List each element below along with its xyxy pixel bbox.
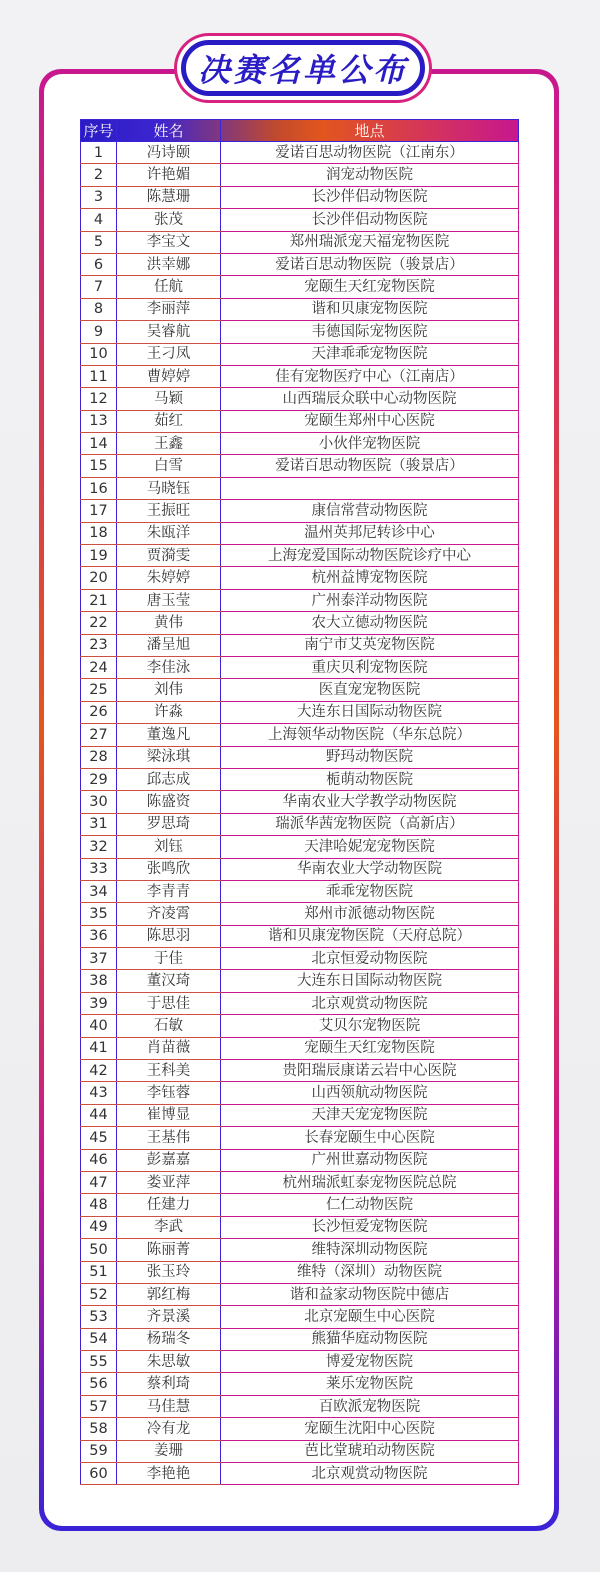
row-location: 长沙伴侣动物医院 xyxy=(221,209,519,231)
table-row xyxy=(81,679,519,701)
row-name: 彭嘉嘉 xyxy=(117,1149,221,1171)
row-location: 宠颐生郑州中心医院 xyxy=(221,410,519,432)
row-location: 北京恒爱动物医院 xyxy=(221,948,519,970)
table-row xyxy=(81,836,519,858)
row-location: 百欧派宠物医院 xyxy=(221,1395,519,1417)
row-index: 43 xyxy=(81,1082,117,1104)
row-name: 朱思敏 xyxy=(117,1351,221,1373)
header-index: 序号 xyxy=(81,120,117,142)
row-name: 茹红 xyxy=(117,410,221,432)
table-row xyxy=(81,925,519,947)
row-index: 1 xyxy=(81,142,117,164)
table-row xyxy=(81,567,519,589)
row-index: 21 xyxy=(81,589,117,611)
row-name: 李丽萍 xyxy=(117,298,221,320)
table-row xyxy=(81,970,519,992)
row-index: 32 xyxy=(81,836,117,858)
row-location: 仁仁动物医院 xyxy=(221,1194,519,1216)
row-name: 梁泳琪 xyxy=(117,746,221,768)
row-location: 谐和贝康宠物医院（天府总院） xyxy=(221,925,519,947)
row-location: 长沙伴侣动物医院 xyxy=(221,186,519,208)
row-index: 22 xyxy=(81,612,117,634)
row-name: 马颖 xyxy=(117,388,221,410)
table-row xyxy=(81,410,519,432)
row-location: 郑州瑞派宠天福宠物医院 xyxy=(221,231,519,253)
row-index: 44 xyxy=(81,1104,117,1126)
table-row xyxy=(81,500,519,522)
row-location: 天津天宠宠物医院 xyxy=(221,1104,519,1126)
row-name: 陈丽菁 xyxy=(117,1239,221,1261)
row-index: 50 xyxy=(81,1239,117,1261)
row-index: 58 xyxy=(81,1418,117,1440)
row-name: 邱志成 xyxy=(117,768,221,790)
row-index: 10 xyxy=(81,343,117,365)
row-index: 12 xyxy=(81,388,117,410)
row-name: 杨瑞冬 xyxy=(117,1328,221,1350)
row-location: 上海宠爱国际动物医院诊疗中心 xyxy=(221,545,519,567)
table-row xyxy=(81,992,519,1014)
table-row xyxy=(81,1037,519,1059)
table-row xyxy=(81,858,519,880)
table-row xyxy=(81,1395,519,1417)
table-row xyxy=(81,1104,519,1126)
page-title: 决赛名单公布 xyxy=(197,51,408,89)
row-name: 许艳媚 xyxy=(117,164,221,186)
table-row xyxy=(81,1127,519,1149)
row-index: 25 xyxy=(81,679,117,701)
table-row xyxy=(81,522,519,544)
row-location: 北京宠颐生中心医院 xyxy=(221,1306,519,1328)
row-location: 山西瑞辰众联中心动物医院 xyxy=(221,388,519,410)
row-index: 30 xyxy=(81,791,117,813)
row-index: 15 xyxy=(81,455,117,477)
table-row xyxy=(81,768,519,790)
row-index: 6 xyxy=(81,253,117,275)
table-row xyxy=(81,701,519,723)
row-location: 艾贝尔宠物医院 xyxy=(221,1015,519,1037)
row-index: 34 xyxy=(81,880,117,902)
row-index: 17 xyxy=(81,500,117,522)
row-location: 北京观赏动物医院 xyxy=(221,992,519,1014)
row-name: 于佳 xyxy=(117,948,221,970)
table-row xyxy=(81,253,519,275)
row-location: 野玛动物医院 xyxy=(221,746,519,768)
row-index: 31 xyxy=(81,813,117,835)
table-row xyxy=(81,724,519,746)
row-name: 陈盛资 xyxy=(117,791,221,813)
row-location: 爱诺百思动物医院（江南东） xyxy=(221,142,519,164)
table-row xyxy=(81,656,519,678)
row-index: 13 xyxy=(81,410,117,432)
row-index: 3 xyxy=(81,186,117,208)
row-location: 栀萌动物医院 xyxy=(221,768,519,790)
table-row xyxy=(81,612,519,634)
row-location: 宠颐生沈阳中心医院 xyxy=(221,1418,519,1440)
table-row xyxy=(81,948,519,970)
row-index: 51 xyxy=(81,1261,117,1283)
row-location: 郑州市派德动物医院 xyxy=(221,903,519,925)
row-location: 熊猫华庭动物医院 xyxy=(221,1328,519,1350)
row-index: 41 xyxy=(81,1037,117,1059)
row-index: 46 xyxy=(81,1149,117,1171)
row-location: 瑞派华茜宠物医院（高新店） xyxy=(221,813,519,835)
table-row xyxy=(81,1418,519,1440)
row-index: 49 xyxy=(81,1216,117,1238)
row-name: 崔博显 xyxy=(117,1104,221,1126)
row-location: 谐和贝康宠物医院 xyxy=(221,298,519,320)
row-name: 齐凌霄 xyxy=(117,903,221,925)
row-location: 贵阳瑞辰康诺云岩中心医院 xyxy=(221,1060,519,1082)
table-row xyxy=(81,433,519,455)
row-location: 杭州瑞派虹泰宠物医院总院 xyxy=(221,1171,519,1193)
table-row xyxy=(81,209,519,231)
row-index: 45 xyxy=(81,1127,117,1149)
header-name: 姓名 xyxy=(117,120,221,142)
table-row xyxy=(81,545,519,567)
row-location: 谐和益家动物医院中德店 xyxy=(221,1283,519,1305)
row-location: 芭比堂琥珀动物医院 xyxy=(221,1440,519,1462)
row-location: 大连东日国际动物医院 xyxy=(221,970,519,992)
table-row xyxy=(81,746,519,768)
row-index: 56 xyxy=(81,1373,117,1395)
row-index: 20 xyxy=(81,567,117,589)
row-name: 陈思羽 xyxy=(117,925,221,947)
table-row xyxy=(81,186,519,208)
row-location: 南宁市艾英宠物医院 xyxy=(221,634,519,656)
table-row xyxy=(81,1373,519,1395)
row-name: 董汉琦 xyxy=(117,970,221,992)
table-row xyxy=(81,231,519,253)
row-name: 李艳艳 xyxy=(117,1463,221,1485)
row-location xyxy=(221,477,519,499)
row-location: 莱乐宠物医院 xyxy=(221,1373,519,1395)
row-name: 冯诗颐 xyxy=(117,142,221,164)
row-name: 张茂 xyxy=(117,209,221,231)
row-name: 潘呈旭 xyxy=(117,634,221,656)
table-row xyxy=(81,903,519,925)
row-index: 27 xyxy=(81,724,117,746)
row-location: 宠颐生天红宠物医院 xyxy=(221,276,519,298)
row-location: 康信常营动物医院 xyxy=(221,500,519,522)
row-location: 维特（深圳）动物医院 xyxy=(221,1261,519,1283)
table-row xyxy=(81,276,519,298)
row-name: 王基伟 xyxy=(117,1127,221,1149)
table-row xyxy=(81,1351,519,1373)
row-index: 2 xyxy=(81,164,117,186)
row-name: 吴睿航 xyxy=(117,321,221,343)
row-location: 爱诺百思动物医院（骏景店） xyxy=(221,253,519,275)
table-row xyxy=(81,1283,519,1305)
row-index: 57 xyxy=(81,1395,117,1417)
row-name: 罗思琦 xyxy=(117,813,221,835)
row-index: 42 xyxy=(81,1060,117,1082)
table-row xyxy=(81,1060,519,1082)
row-name: 李宝文 xyxy=(117,231,221,253)
table-row xyxy=(81,1239,519,1261)
row-index: 52 xyxy=(81,1283,117,1305)
row-name: 娄亚萍 xyxy=(117,1171,221,1193)
table-row xyxy=(81,388,519,410)
row-index: 28 xyxy=(81,746,117,768)
table-row xyxy=(81,1328,519,1350)
row-name: 曹婷婷 xyxy=(117,365,221,387)
row-name: 李佳泳 xyxy=(117,656,221,678)
row-location: 长沙恒爱宠物医院 xyxy=(221,1216,519,1238)
row-name: 朱婷婷 xyxy=(117,567,221,589)
row-index: 24 xyxy=(81,656,117,678)
row-location: 温州英邦尼转诊中心 xyxy=(221,522,519,544)
table-row xyxy=(81,298,519,320)
row-location: 农大立德动物医院 xyxy=(221,612,519,634)
row-name: 姜珊 xyxy=(117,1440,221,1462)
row-location: 上海领华动物医院（华东总院） xyxy=(221,724,519,746)
row-location: 医直宠宠物医院 xyxy=(221,679,519,701)
row-location: 大连东日国际动物医院 xyxy=(221,701,519,723)
row-index: 55 xyxy=(81,1351,117,1373)
row-name: 刘钰 xyxy=(117,836,221,858)
row-index: 59 xyxy=(81,1440,117,1462)
finalist-table xyxy=(80,119,519,1485)
table-row xyxy=(81,477,519,499)
row-location: 长春宠颐生中心医院 xyxy=(221,1127,519,1149)
row-index: 37 xyxy=(81,948,117,970)
table-row xyxy=(81,321,519,343)
row-location: 佳有宠物医疗中心（江南店） xyxy=(221,365,519,387)
row-index: 11 xyxy=(81,365,117,387)
row-name: 于思佳 xyxy=(117,992,221,1014)
row-name: 石敏 xyxy=(117,1015,221,1037)
row-index: 4 xyxy=(81,209,117,231)
row-name: 张鸣欣 xyxy=(117,858,221,880)
table-row xyxy=(81,1171,519,1193)
row-name: 王科美 xyxy=(117,1060,221,1082)
row-name: 李钰蓉 xyxy=(117,1082,221,1104)
table-header-row xyxy=(81,120,519,142)
row-name: 马晓钰 xyxy=(117,477,221,499)
row-location: 北京观赏动物医院 xyxy=(221,1463,519,1485)
row-location: 山西领航动物医院 xyxy=(221,1082,519,1104)
row-name: 贾漪雯 xyxy=(117,545,221,567)
table-row xyxy=(81,1194,519,1216)
row-index: 8 xyxy=(81,298,117,320)
row-name: 许淼 xyxy=(117,701,221,723)
row-index: 54 xyxy=(81,1328,117,1350)
row-name: 马佳慧 xyxy=(117,1395,221,1417)
row-index: 40 xyxy=(81,1015,117,1037)
table-row xyxy=(81,455,519,477)
row-name: 黄伟 xyxy=(117,612,221,634)
row-name: 王鑫 xyxy=(117,433,221,455)
row-index: 39 xyxy=(81,992,117,1014)
row-index: 16 xyxy=(81,477,117,499)
table-row xyxy=(81,1082,519,1104)
row-name: 洪幸娜 xyxy=(117,253,221,275)
row-name: 王振旺 xyxy=(117,500,221,522)
row-name: 董逸凡 xyxy=(117,724,221,746)
row-name: 陈慧珊 xyxy=(117,186,221,208)
row-index: 48 xyxy=(81,1194,117,1216)
table-row xyxy=(81,343,519,365)
row-location: 华南农业大学动物医院 xyxy=(221,858,519,880)
row-location: 广州泰洋动物医院 xyxy=(221,589,519,611)
table-row xyxy=(81,1306,519,1328)
row-index: 19 xyxy=(81,545,117,567)
row-name: 任建力 xyxy=(117,1194,221,1216)
table-row xyxy=(81,1261,519,1283)
row-location: 爱诺百思动物医院（骏景店） xyxy=(221,455,519,477)
table-row xyxy=(81,634,519,656)
row-location: 宠颐生天红宠物医院 xyxy=(221,1037,519,1059)
table-row xyxy=(81,164,519,186)
row-index: 26 xyxy=(81,701,117,723)
row-name: 郭红梅 xyxy=(117,1283,221,1305)
table-row xyxy=(81,1463,519,1485)
header-location: 地点 xyxy=(221,120,519,142)
table-row xyxy=(81,791,519,813)
row-index: 5 xyxy=(81,231,117,253)
row-name: 李武 xyxy=(117,1216,221,1238)
table-row xyxy=(81,880,519,902)
table-row xyxy=(81,1149,519,1171)
row-name: 刘伟 xyxy=(117,679,221,701)
table-row xyxy=(81,365,519,387)
row-index: 33 xyxy=(81,858,117,880)
row-name: 蔡利琦 xyxy=(117,1373,221,1395)
row-location: 乖乖宠物医院 xyxy=(221,880,519,902)
row-location: 小伙伴宠物医院 xyxy=(221,433,519,455)
row-name: 齐景溪 xyxy=(117,1306,221,1328)
row-name: 朱瓯洋 xyxy=(117,522,221,544)
row-location: 天津哈妮宠宠物医院 xyxy=(221,836,519,858)
table-row xyxy=(81,1440,519,1462)
row-location: 杭州益博宠物医院 xyxy=(221,567,519,589)
table-row xyxy=(81,142,519,164)
row-location: 维特深圳动物医院 xyxy=(221,1239,519,1261)
row-location: 广州世嘉动物医院 xyxy=(221,1149,519,1171)
table-row xyxy=(81,1015,519,1037)
row-name: 李青青 xyxy=(117,880,221,902)
row-location: 润宠动物医院 xyxy=(221,164,519,186)
row-location: 华南农业大学教学动物医院 xyxy=(221,791,519,813)
row-index: 7 xyxy=(81,276,117,298)
row-index: 35 xyxy=(81,903,117,925)
table-row xyxy=(81,813,519,835)
row-index: 18 xyxy=(81,522,117,544)
row-name: 任航 xyxy=(117,276,221,298)
row-location: 天津乖乖宠物医院 xyxy=(221,343,519,365)
row-index: 47 xyxy=(81,1171,117,1193)
row-name: 肖苗薇 xyxy=(117,1037,221,1059)
row-name: 冷有龙 xyxy=(117,1418,221,1440)
row-location: 博爱宠物医院 xyxy=(221,1351,519,1373)
row-location: 韦德国际宠物医院 xyxy=(221,321,519,343)
table-row xyxy=(81,589,519,611)
row-location: 重庆贝利宠物医院 xyxy=(221,656,519,678)
row-index: 38 xyxy=(81,970,117,992)
row-name: 唐玉莹 xyxy=(117,589,221,611)
row-name: 白雪 xyxy=(117,455,221,477)
row-index: 14 xyxy=(81,433,117,455)
row-index: 60 xyxy=(81,1463,117,1485)
row-index: 53 xyxy=(81,1306,117,1328)
table-row xyxy=(81,1216,519,1238)
row-index: 9 xyxy=(81,321,117,343)
row-name: 王刁凤 xyxy=(117,343,221,365)
row-index: 36 xyxy=(81,925,117,947)
row-index: 23 xyxy=(81,634,117,656)
row-name: 张玉玲 xyxy=(117,1261,221,1283)
title-banner xyxy=(181,40,425,96)
row-index: 29 xyxy=(81,768,117,790)
